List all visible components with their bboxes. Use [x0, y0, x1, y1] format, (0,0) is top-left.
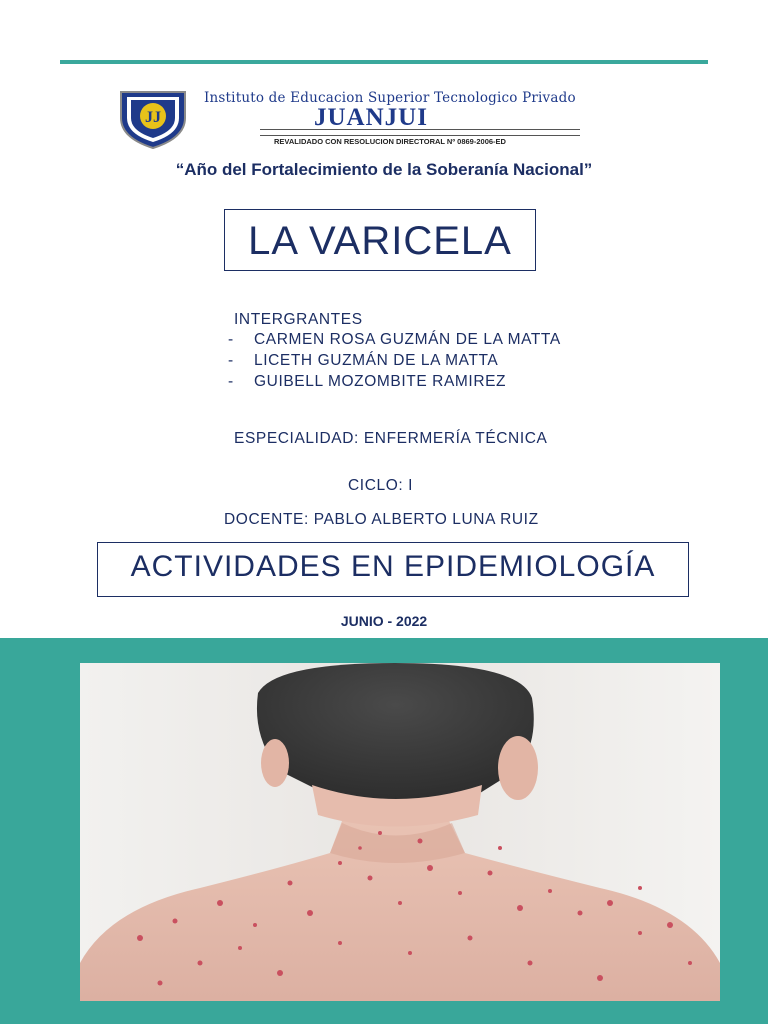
year-motto: “Año del Fortalecimiento de la Soberanía Nacional”	[175, 160, 593, 179]
member-item: - CARMEN ROSA GUZMÁN DE LA MATTA	[228, 331, 561, 348]
institution-city: JUANJUI	[314, 104, 428, 131]
cover-photo	[80, 663, 720, 1001]
document-title: LA VARICELA	[248, 219, 512, 263]
teacher: DOCENTE: PABLO ALBERTO LUNA RUIZ	[224, 511, 539, 528]
member-item: - LICETH GUZMÁN DE LA MATTA	[228, 352, 499, 369]
registration-line	[260, 129, 580, 136]
member-name: LICETH GUZMÁN DE LA MATTA	[254, 352, 499, 369]
cycle: CICLO: I	[348, 477, 414, 494]
specialty: ESPECIALIDAD: ENFERMERÍA TÉCNICA	[234, 430, 548, 447]
member-item: - GUIBELL MOZOMBITE RAMIREZ	[228, 373, 507, 390]
members-heading: INTERGRANTES	[234, 311, 363, 328]
document-subtitle: ACTIVIDADES EN EPIDEMIOLOGÍA	[130, 550, 656, 583]
top-rule	[60, 60, 708, 64]
member-name: GUIBELL MOZOMBITE RAMIREZ	[254, 373, 507, 390]
document-date: JUNIO - 2022	[340, 613, 428, 629]
institution-header	[118, 88, 658, 150]
institution-name: Instituto de Educacion Superior Tecnologico Privado	[204, 90, 576, 106]
institution-logo	[118, 88, 188, 150]
subtitle-box	[97, 542, 689, 597]
svg-text:JJ: JJ	[145, 109, 161, 126]
title-box	[224, 209, 536, 271]
member-name: CARMEN ROSA GUZMÁN DE LA MATTA	[254, 331, 561, 348]
revalidation-text: REVALIDADO CON RESOLUCION DIRECTORAL Nº 0869-2006-ED	[274, 137, 506, 146]
